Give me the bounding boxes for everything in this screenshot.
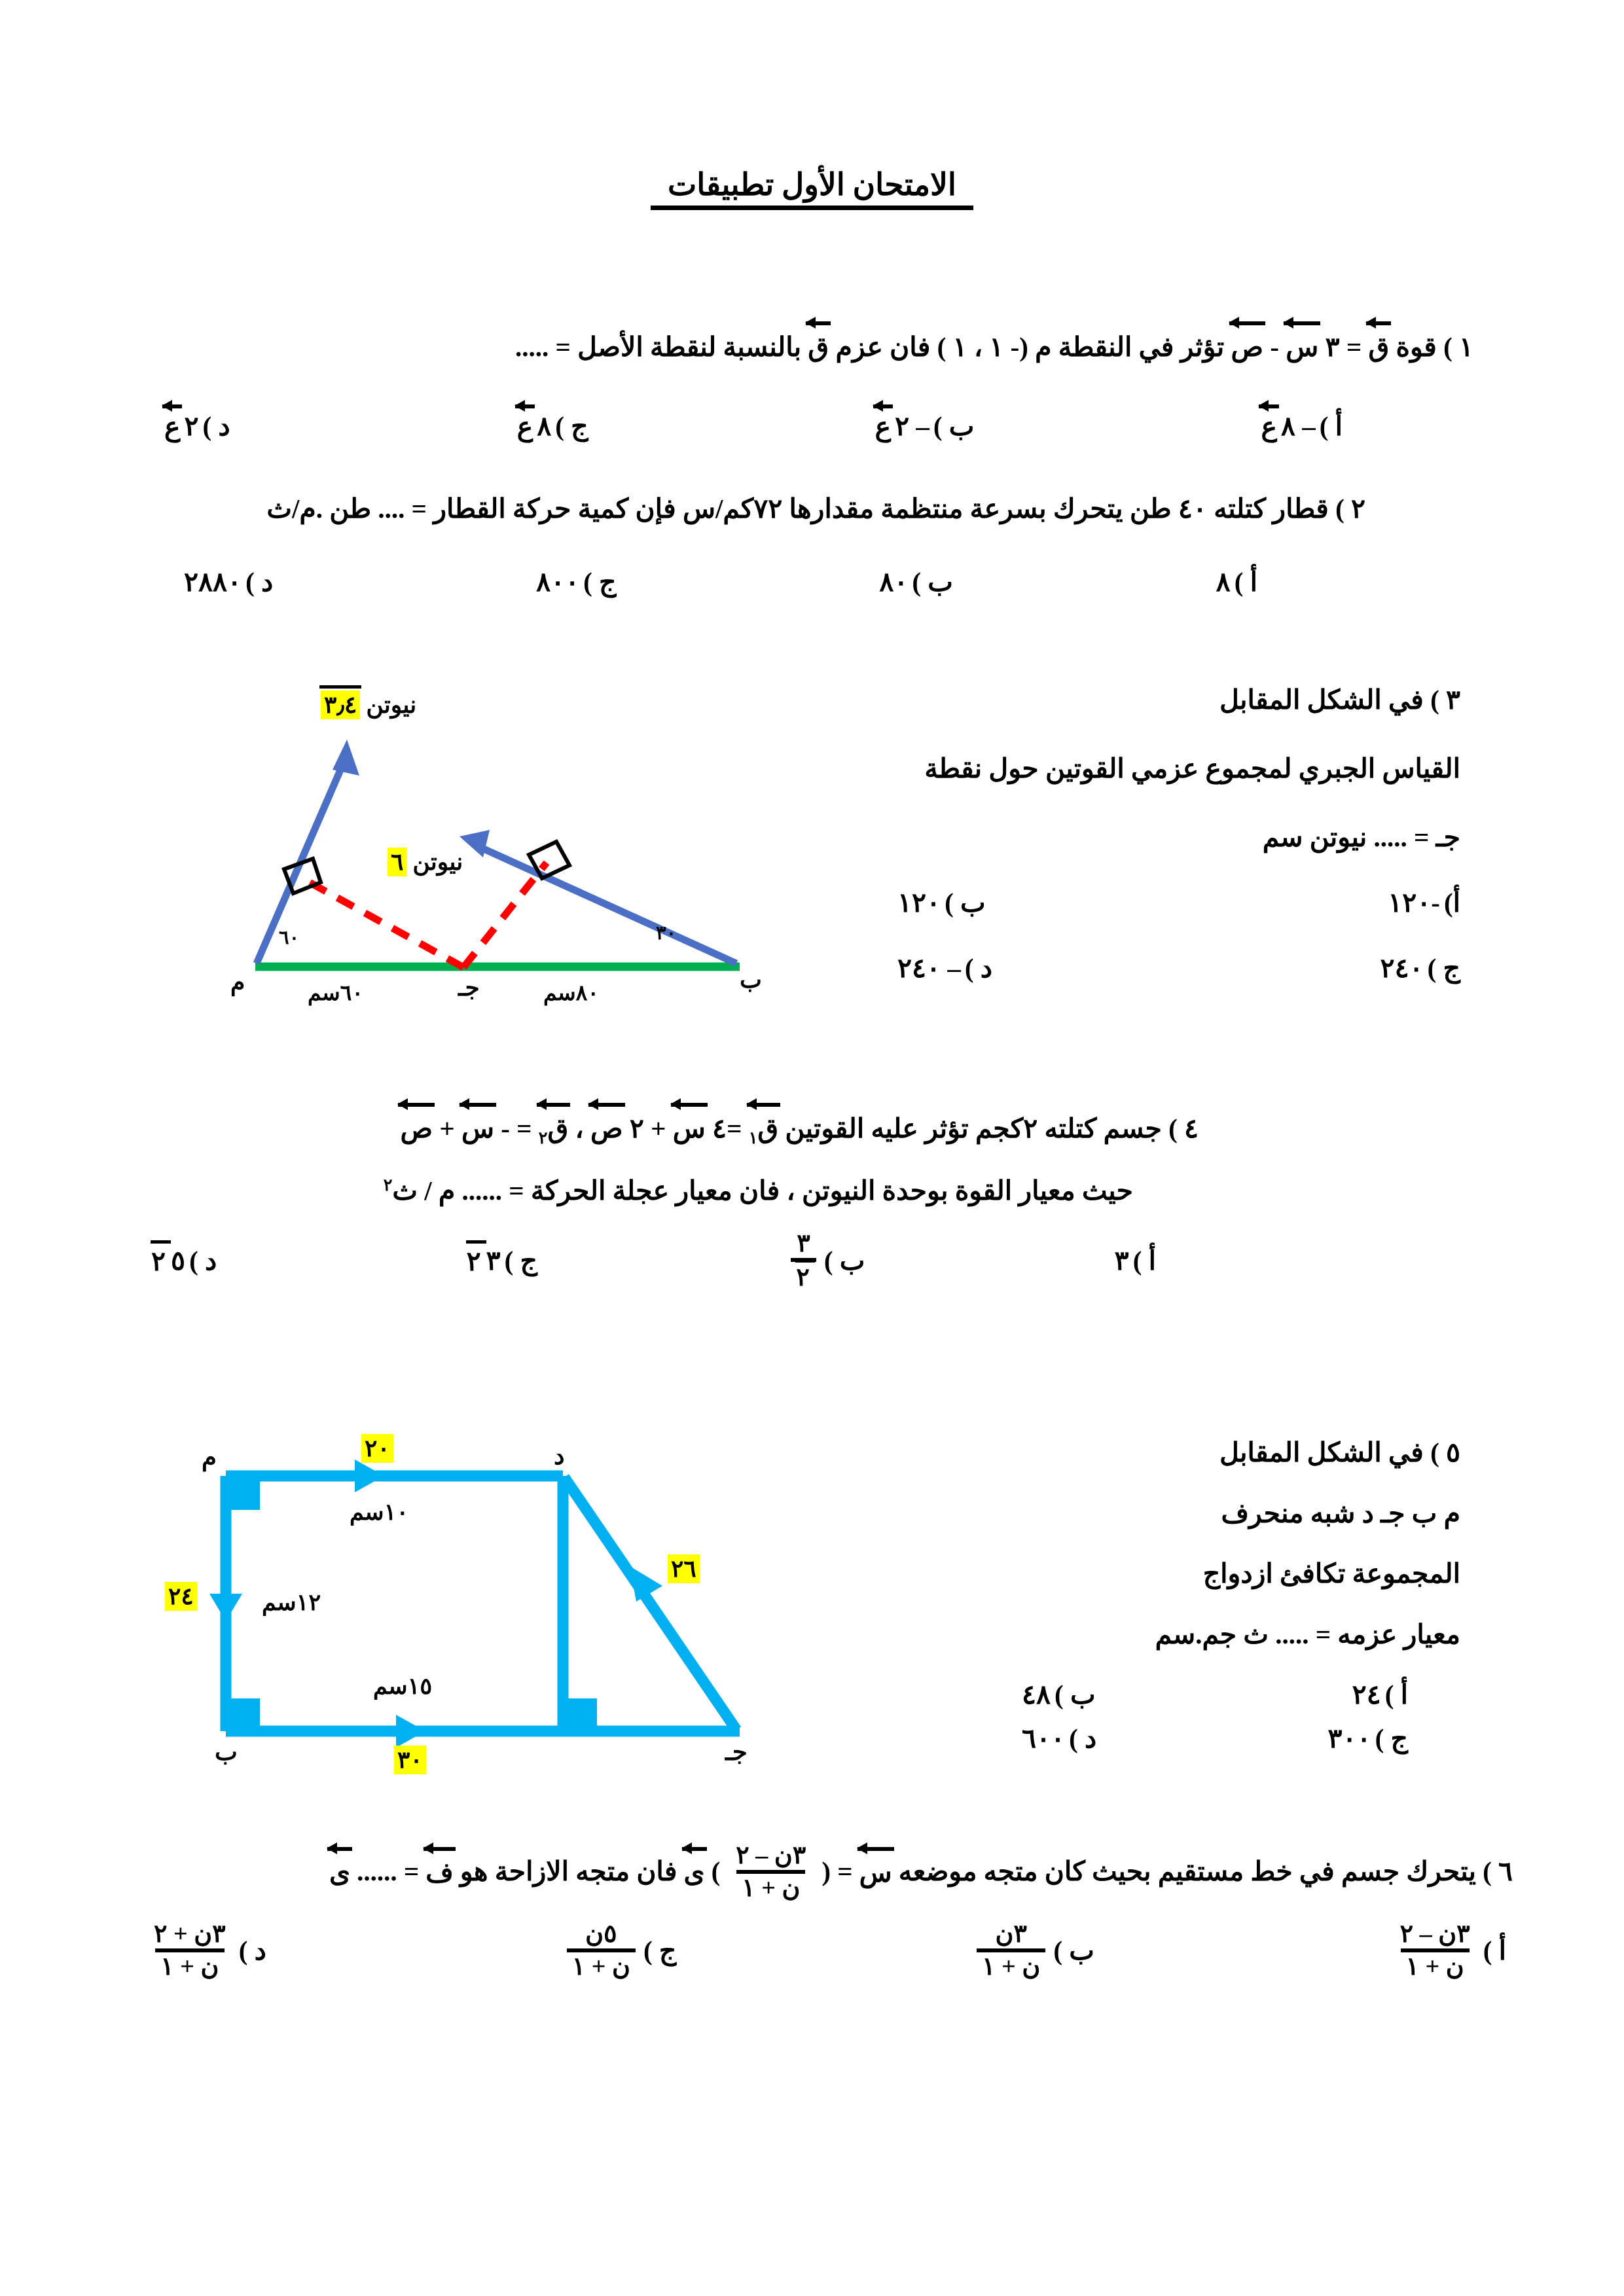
q5-option-a-value: ٢٤ <box>1352 1679 1381 1710</box>
q1-option-b[interactable] <box>875 409 975 442</box>
q6-option-d-denominator: ن + ١ <box>155 1948 224 1980</box>
force-label-3-4-unit: نيوتن <box>366 692 417 718</box>
q5-option-d[interactable] <box>1022 1723 1096 1754</box>
q2-option-c-value: ٨٠٠ <box>536 567 580 597</box>
vertex-label-jeem-q5: جـ <box>725 1739 748 1766</box>
question-1-stem <box>515 326 1473 367</box>
q4-force-1-index: ١ <box>748 1128 758 1147</box>
q4-option-d-key: د ) <box>189 1246 217 1276</box>
q6-fraction-numerator: ٣ن – ٢ <box>736 1842 806 1869</box>
vertex-label-meem-q5: م <box>202 1444 217 1471</box>
q6-part-4: فان متجه الازاحة هو <box>460 1856 677 1887</box>
q5-option-c[interactable] <box>1328 1723 1408 1754</box>
q4-part-4: ، <box>575 1113 584 1143</box>
q4-option-c[interactable] <box>467 1244 537 1277</box>
q6-option-a-denominator: ن + ١ <box>1401 1948 1470 1980</box>
q1-option-d-value: ٢ <box>184 410 199 441</box>
q5-option-d-value: ٦٠٠ <box>1022 1723 1066 1753</box>
q6-option-a-key: أ ) <box>1483 1935 1506 1966</box>
q6-option-a-fraction <box>1395 1921 1475 1980</box>
q4-number: ٤ ) <box>1168 1113 1199 1143</box>
q4-force-2-letter: ق <box>547 1113 569 1143</box>
q4-y-unit-vector-1: ص <box>590 1107 623 1148</box>
q5-option-a[interactable] <box>1352 1679 1408 1710</box>
q5-option-a-key: أ ) <box>1384 1679 1408 1710</box>
angle-label-60: ٦٠ <box>279 927 300 948</box>
force-label-3-4-newton <box>321 691 416 719</box>
q4-option-b-fraction <box>791 1230 816 1291</box>
right-angle-mark-top-left <box>226 1476 260 1510</box>
q5-option-b-value: ٤٨ <box>1022 1679 1051 1710</box>
q2-option-d[interactable] <box>184 566 273 598</box>
q1-part-5: بالنسبة لنقطة الأصل = ..... <box>514 332 802 362</box>
question-3-line-2 <box>924 749 1460 788</box>
q2-option-b-key: ب ) <box>912 567 953 597</box>
q5-text-4: معيار عزمه = ..... ث جم.سم <box>1155 1619 1460 1649</box>
q5-option-c-value: ٣٠٠ <box>1327 1723 1371 1753</box>
q3-option-d-value: – ٢٤٠ <box>897 953 961 983</box>
question-6-options <box>145 1921 1506 1980</box>
q3-text-3: جـ = ..... نيوتن سم <box>1262 822 1460 852</box>
q5-number: ٥ ) <box>1430 1437 1460 1467</box>
q2-option-d-key: د ) <box>245 567 274 597</box>
q6-part-1: يتحرك جسم في خط مستقيم بحيث كان متجه موضعه <box>898 1856 1477 1887</box>
q1-part-4: تؤثر في النقطة م (- ١ ، ١ ) فان عزم <box>835 332 1225 362</box>
question-6-stem <box>329 1842 1513 1901</box>
question-5-line-3 <box>1203 1554 1460 1593</box>
q6-option-b-denominator: ن + ١ <box>977 1948 1045 1980</box>
q3-option-d[interactable] <box>897 952 992 984</box>
q3-option-a-key: أ) <box>1443 888 1460 918</box>
q3-text-2: القياس الجبري لمجموع عزمي القوتين حول نقطة <box>924 753 1460 783</box>
q5-option-c-key: ج ) <box>1375 1723 1408 1753</box>
q4-force-1-symbol <box>749 1107 778 1151</box>
question-1-options <box>164 409 1343 442</box>
q1-option-a-vector: ع <box>1261 409 1276 442</box>
q4-part-5: = - <box>501 1113 532 1143</box>
q1-option-a[interactable] <box>1261 409 1343 442</box>
q6-option-b-numerator: ٣ن <box>995 1920 1027 1948</box>
q2-option-b-value: ٨٠ <box>879 567 909 597</box>
q3-option-b-key: ب ) <box>945 888 986 918</box>
q3-option-c-key: ج ) <box>1427 953 1460 983</box>
q6-option-d-key: د ) <box>238 1935 266 1966</box>
q1-option-c-key: ج ) <box>555 410 588 441</box>
question-2-options <box>184 566 1257 598</box>
q4-option-a[interactable] <box>1115 1245 1156 1276</box>
question-4-line-2 <box>384 1172 1133 1210</box>
question-5-line-4 <box>1155 1615 1460 1654</box>
trapezoid-couple-svg <box>164 1430 766 1777</box>
q1-option-b-key: ب ) <box>933 410 975 441</box>
vertex-label-dal-q5: د <box>554 1443 565 1470</box>
q4-force-1-letter: ق <box>757 1113 779 1143</box>
segment-label-80cm: ٨٠سم <box>543 982 600 1005</box>
dimension-label-12cm: ١٢سم <box>262 1590 321 1615</box>
force-label-left-24: ٢٤ <box>165 1582 197 1611</box>
q6-position-vector-symbol: س <box>859 1852 892 1892</box>
q4-force-2-symbol <box>539 1107 568 1151</box>
q6-option-d-fraction <box>149 1921 231 1980</box>
q6-unit-vector-y: ى <box>684 1852 705 1892</box>
q2-option-a-key: أ ) <box>1234 567 1257 597</box>
force-label-6-value: ٦ <box>388 848 406 876</box>
q1-option-c-vector: ع <box>517 409 533 442</box>
q1-force-symbol-2: ق <box>808 326 829 367</box>
question-3-line-1 <box>1219 681 1460 719</box>
q6-option-a-numerator: ٣ن – ٢ <box>1399 1920 1470 1948</box>
question-3-options-row-1 <box>897 887 1460 918</box>
right-angle-mark-bottom-left <box>226 1698 260 1731</box>
q4-y-unit-vector-2: ص <box>400 1107 433 1148</box>
q6-option-c-denominator: ن + ١ <box>567 1948 636 1980</box>
q1-option-b-value: – ٢ <box>895 410 929 441</box>
force-vector-blue-right <box>477 846 736 963</box>
question-3-line-3 <box>1263 818 1460 857</box>
q6-part-5: = ...... <box>357 1856 420 1887</box>
slant-edge-line <box>564 1477 736 1730</box>
q2-option-a[interactable] <box>1216 566 1257 598</box>
force-label-slant-26: ٢٦ <box>668 1554 700 1583</box>
q2-number: ٢ ) <box>1335 493 1365 524</box>
arrowhead-left-force <box>333 740 359 776</box>
q4-option-a-value: ٣ <box>1114 1246 1129 1276</box>
q4-option-c-key: ج ) <box>504 1246 538 1276</box>
q6-displacement-symbol: ف <box>425 1852 454 1892</box>
force-label-top-20: ٢٠ <box>361 1434 393 1463</box>
force-label-bottom-30: ٣٠ <box>394 1746 426 1774</box>
vertex-label-meem: م <box>230 969 245 996</box>
q5-option-b-key: ب ) <box>1055 1679 1096 1710</box>
question-5-options-row-1 <box>1022 1679 1408 1710</box>
q4-option-b-denominator <box>791 1258 816 1291</box>
q1-option-d-key: د ) <box>202 410 230 441</box>
force-label-3-4-value: ٣٫٤ <box>321 691 360 719</box>
right-angle-mark-bottom-inner <box>563 1698 597 1731</box>
q6-option-d-numerator: ٣ن + ٢ <box>154 1920 226 1948</box>
q4-option-c-coefficient: ٣ <box>486 1246 501 1276</box>
q1-x-unit-vector: س <box>1286 326 1318 367</box>
q6-fraction-denominator: ن + ١ <box>736 1870 805 1901</box>
q4-part-3: + ٢ <box>629 1113 666 1143</box>
q4-option-d-coefficient: ٥ <box>171 1246 186 1276</box>
q6-unit-vector-y-2: ى <box>329 1852 350 1892</box>
q3-option-b-value: ١٢٠ <box>897 888 941 918</box>
arrowhead-top-20 <box>355 1460 384 1492</box>
triangle-moments-svg <box>216 661 779 1028</box>
q6-option-a[interactable] <box>1391 1921 1506 1980</box>
q4-line-2-text: حيث معيار القوة بوحدة النيوتن ، فان معيار عجلة الحركة = ...... م / ث <box>392 1175 1133 1206</box>
q4-line-2-exponent: ٢ <box>383 1176 393 1195</box>
q4-option-c-radical: ٢ <box>467 1244 482 1277</box>
q4-option-b-key: ب ) <box>823 1246 865 1276</box>
perpendicular-dashed-left <box>300 877 463 967</box>
q1-option-a-key: أ ) <box>1319 410 1343 441</box>
q3-option-a-value: -١٢٠ <box>1388 888 1440 918</box>
q2-option-a-value: ٨ <box>1216 567 1231 597</box>
q3-option-d-key: د ) <box>964 953 992 983</box>
q2-option-c[interactable] <box>536 566 616 598</box>
force-label-6-unit: نيوتن <box>412 849 463 875</box>
q1-option-d[interactable] <box>164 409 230 442</box>
question-2-stem <box>266 490 1365 528</box>
arrowhead-left-24 <box>209 1594 242 1621</box>
q6-option-c-key: ج ) <box>643 1935 677 1966</box>
segment-label-60cm: ٦٠سم <box>308 982 364 1005</box>
q4-option-b-radical: ٢ <box>796 1264 810 1292</box>
q3-number: ٣ ) <box>1430 685 1460 715</box>
q2-text: قطار كتلته ٤٠ طن يتحرك بسرعة منتظمة مقدارها ٧٢كم/س فإن كمية حركة القطار = .... طن .م/ث <box>266 493 1329 524</box>
q1-option-b-vector: ع <box>875 409 891 442</box>
question-4-stem <box>400 1107 1199 1151</box>
q6-option-b-key: ب ) <box>1053 1935 1094 1966</box>
question-3-figure <box>216 661 779 1028</box>
q4-x-unit-vector-2: س <box>461 1107 494 1148</box>
q3-option-a[interactable] <box>1388 887 1460 918</box>
q5-text-2: م ب جـ د شبه منحرف <box>1221 1498 1460 1528</box>
q1-force-symbol: ق <box>1368 326 1389 367</box>
q6-option-b-fraction <box>977 1921 1045 1980</box>
q6-option-c-fraction <box>567 1921 636 1980</box>
q4-part-2: =٤ <box>712 1113 742 1143</box>
q4-x-unit-vector-1: س <box>673 1107 706 1148</box>
q2-option-b[interactable] <box>879 566 953 598</box>
angle-label-30: ٣٠ <box>656 923 677 944</box>
arrowhead-bottom-30 <box>396 1715 425 1748</box>
perpendicular-dashed-right <box>463 863 547 967</box>
q1-option-a-value: – ٨ <box>1280 410 1316 441</box>
question-5-options-row-2 <box>1022 1723 1408 1754</box>
force-vector-blue-left <box>257 758 346 963</box>
q5-option-d-key: د ) <box>1069 1723 1097 1753</box>
q6-part-2: = ( <box>821 1856 853 1887</box>
q4-force-2-index: ٢ <box>538 1128 548 1147</box>
q4-option-d[interactable] <box>151 1244 217 1277</box>
q6-option-d[interactable] <box>145 1921 266 1980</box>
q5-text-3: المجموعة تكافئ ازدواج <box>1202 1558 1460 1588</box>
q4-part-6: + <box>439 1113 455 1143</box>
q6-option-c-numerator: ٥ن <box>585 1920 617 1948</box>
page-title: الامتحان الأول تطبيقات <box>651 167 973 210</box>
q1-option-c-value: ٨ <box>537 410 552 441</box>
vertex-label-jeem: جـ <box>458 975 480 1001</box>
q1-option-d-vector: ع <box>164 409 180 442</box>
q6-option-b[interactable] <box>973 1921 1094 1980</box>
q1-y-unit-vector: ص <box>1231 326 1264 367</box>
q3-option-b[interactable] <box>897 887 986 918</box>
q2-option-d-value: ٢٨٨٠ <box>184 567 242 597</box>
q6-position-fraction <box>731 1842 811 1901</box>
force-label-6-newton <box>388 848 463 876</box>
q6-part-3: ) <box>711 1856 721 1887</box>
question-5-figure <box>164 1430 766 1777</box>
question-5-line-1 <box>1219 1433 1460 1472</box>
question-5-line-2 <box>1221 1494 1460 1533</box>
q4-part-1: جسم كتلته ٢كجم تؤثر عليه القوتين <box>785 1113 1162 1143</box>
vertex-label-baa-q5: ب <box>215 1739 238 1766</box>
question-4-options <box>151 1230 1156 1291</box>
q5-option-b[interactable] <box>1022 1679 1096 1710</box>
q4-option-b[interactable] <box>787 1230 865 1291</box>
dimension-label-15cm: ١٥سم <box>373 1674 433 1699</box>
page-title-container <box>0 167 1624 210</box>
question-3-options-row-2 <box>897 952 1460 984</box>
q6-option-c[interactable] <box>563 1921 677 1980</box>
q6-number: ٦ ) <box>1483 1856 1513 1887</box>
vertex-label-baa: ب <box>740 967 762 993</box>
q3-text-1: في الشكل المقابل <box>1219 685 1424 715</box>
q1-number: ١ ) <box>1443 332 1473 362</box>
q3-option-c-value: ٢٤٠ <box>1380 953 1424 983</box>
q1-part-2: = ٣ <box>1325 332 1362 362</box>
q1-part-1: قوة <box>1396 332 1437 362</box>
q1-option-c[interactable] <box>517 409 588 442</box>
q2-option-c-key: ج ) <box>583 567 617 597</box>
q4-option-a-key: أ ) <box>1132 1246 1156 1276</box>
q5-text-1: في الشكل المقابل <box>1219 1437 1424 1467</box>
q1-part-3: - <box>1270 332 1280 362</box>
q4-option-d-radical: ٢ <box>151 1244 167 1277</box>
dimension-label-10cm: ١٠سم <box>350 1499 409 1525</box>
q3-option-c[interactable] <box>1380 952 1460 984</box>
q4-option-b-numerator: ٣ <box>797 1230 810 1257</box>
